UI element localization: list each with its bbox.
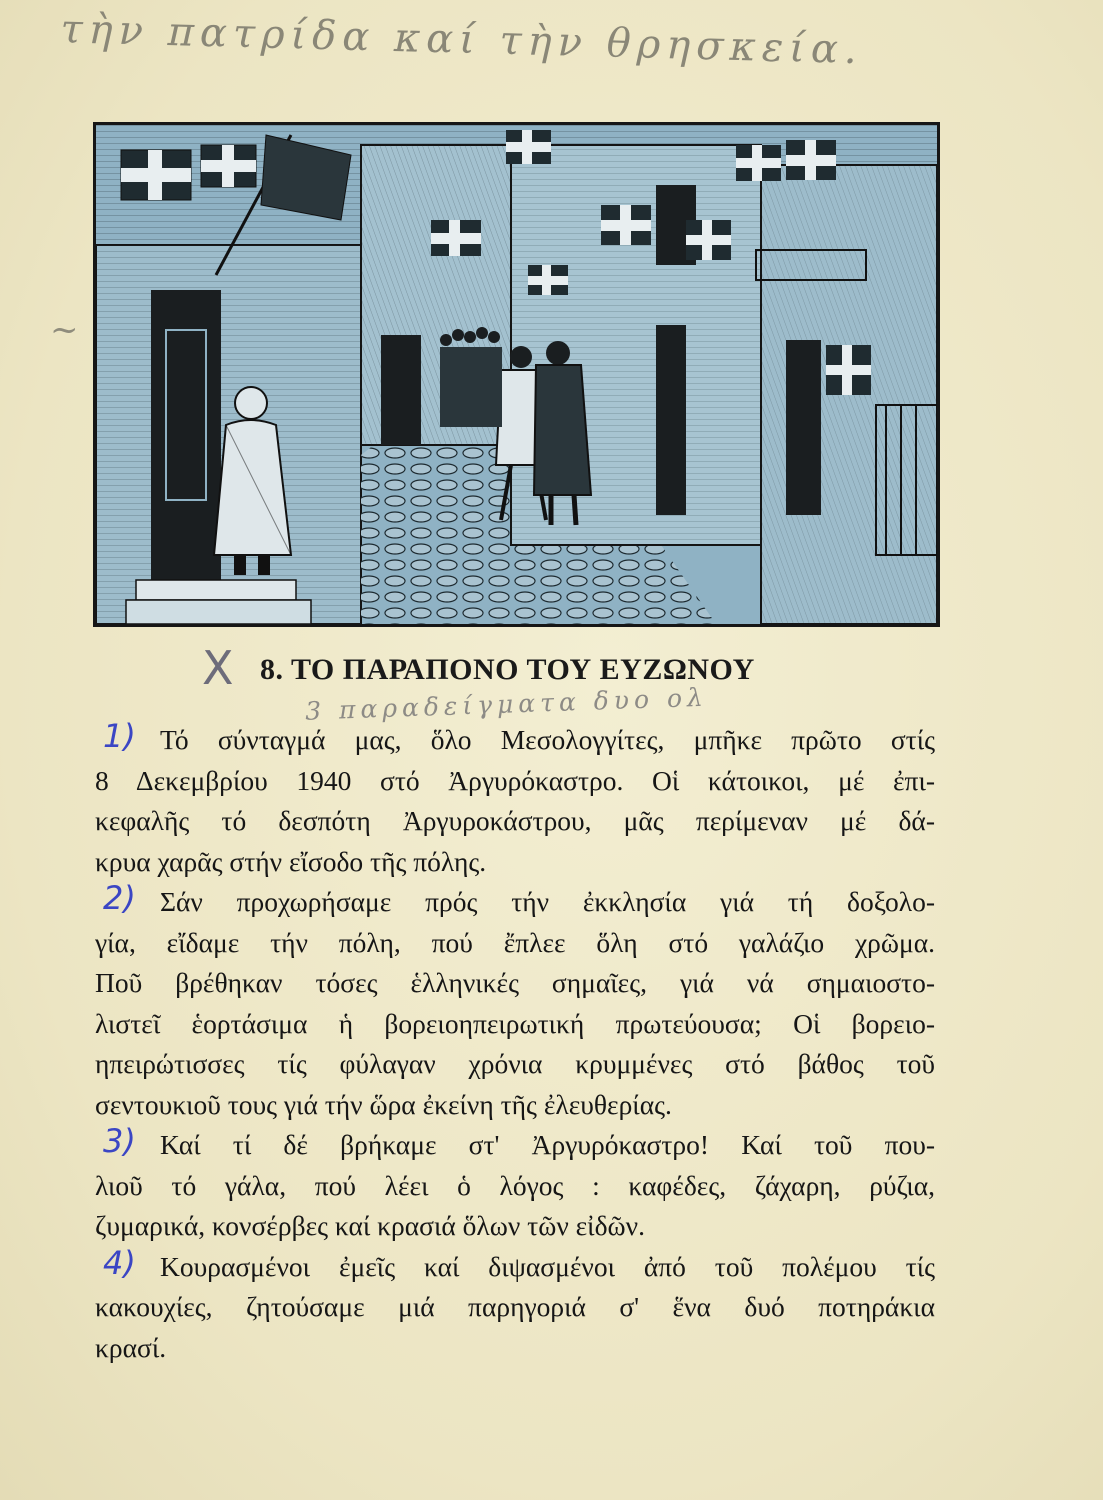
text-line (95, 1166, 935, 1207)
text-line (95, 1206, 935, 1247)
text-line (95, 923, 935, 964)
text-line (95, 882, 935, 923)
lesson-title: 8. ΤΟ ΠΑΡΑΠΟΝΟ ΤΟΥ ΕΥΖΩΝΟΥ (260, 653, 755, 686)
text-line (95, 1328, 935, 1369)
text-line (95, 1247, 935, 1288)
handwritten-title-note: 3 παραδείγματα δυο ολ (304, 682, 709, 726)
text-line (95, 1044, 935, 1085)
paragraph-marker: 1) (103, 720, 136, 755)
text-line (95, 1125, 935, 1166)
line-text: Τό σύνταγμά μας, ὅλο Μεσολογγίτες, μπῆκε πρῶτο στίς (160, 724, 935, 755)
line-text: σεντουκιοῦ τους γιά τήν ὥρα ἐκείνη τῆς ἐλευθερίας. (95, 1088, 672, 1120)
street-scene-drawing (96, 125, 937, 624)
paragraph-marker: 3) (103, 1125, 136, 1160)
text-line (95, 963, 935, 1004)
line-text: κρυα χαρᾶς στήν εἴσοδο τῆς πόλης. (95, 845, 487, 877)
text-line (95, 720, 935, 761)
handwritten-top-note: τὴν πατρίδα καί τὴν θρησκεία. (59, 6, 864, 74)
line-text: 8 Δεκεμβρίου 1940 στό Ἀργυρόκαστρο. Οἱ κάτοικοι, μέ ἐπι- (95, 764, 935, 796)
line-text: κρασί. (95, 1331, 167, 1363)
handwritten-cross-mark: X (202, 641, 234, 695)
text-line (95, 761, 935, 802)
lesson-illustration (93, 122, 940, 627)
arched-doorway (786, 340, 821, 515)
line-text: λιοῦ τό γάλα, πού λέει ὁ λόγος : καφέδες, ζάχαρη, ρύζια, (95, 1169, 935, 1201)
crowd (440, 327, 502, 427)
line-text: κακουχίες, ζητούσαμε μιά παρηγοριά σ' ἕνα δυό ποτηράκια (95, 1291, 935, 1322)
text-line (95, 1004, 935, 1045)
text-line (95, 1287, 935, 1328)
line-text: Καί τί δέ βρήκαμε στ' Ἀργυρόκαστρο! Καί τοῦ που- (160, 1129, 935, 1160)
line-text: Κουρασμένοι ἐμεῖς καί διψασμένοι ἀπό τοῦ πολέμου τίς (160, 1250, 935, 1282)
text-line (95, 842, 935, 883)
dark-doorway (151, 290, 221, 580)
text-line (95, 1085, 935, 1126)
line-text: ζυμαρικά, κονσέρβες καί κρασιά ὅλων τῶν εἰδῶν. (95, 1210, 645, 1241)
line-text: λιστεῖ ἑορτάσιμα ἡ βορειοηπειρωτική πρωτεύουσα; Οἱ βορειο- (95, 1007, 935, 1039)
paragraph-marker: 4) (103, 1246, 136, 1282)
line-text: γία, εἴδαμε τήν πόλη, πού ἔπλεε ὅλη στό γαλάζιο χρῶμα. (95, 926, 935, 958)
line-text: Ποῦ βρέθηκαν τόσες ἑλληνικές σημαῖες, γιά νά σημαιοστο- (95, 967, 935, 998)
paragraph-marker: 2) (103, 882, 136, 917)
line-text: ηπειρώτισσες τίς φύλαγαν χρόνια κρυμμένες στό βάθος τοῦ (95, 1048, 935, 1079)
line-text: Σάν προχωρήσαμε πρός τήν ἐκκλησία γιά τή δοξολο- (160, 886, 935, 917)
line-text: κεφαλῆς τό δεσπότη Ἀργυροκάστρου, μᾶς περίμεναν μέ δά- (95, 805, 935, 836)
handwritten-margin-mark: ~ (50, 310, 79, 350)
text-line (95, 801, 935, 842)
lesson-text (95, 720, 935, 1368)
